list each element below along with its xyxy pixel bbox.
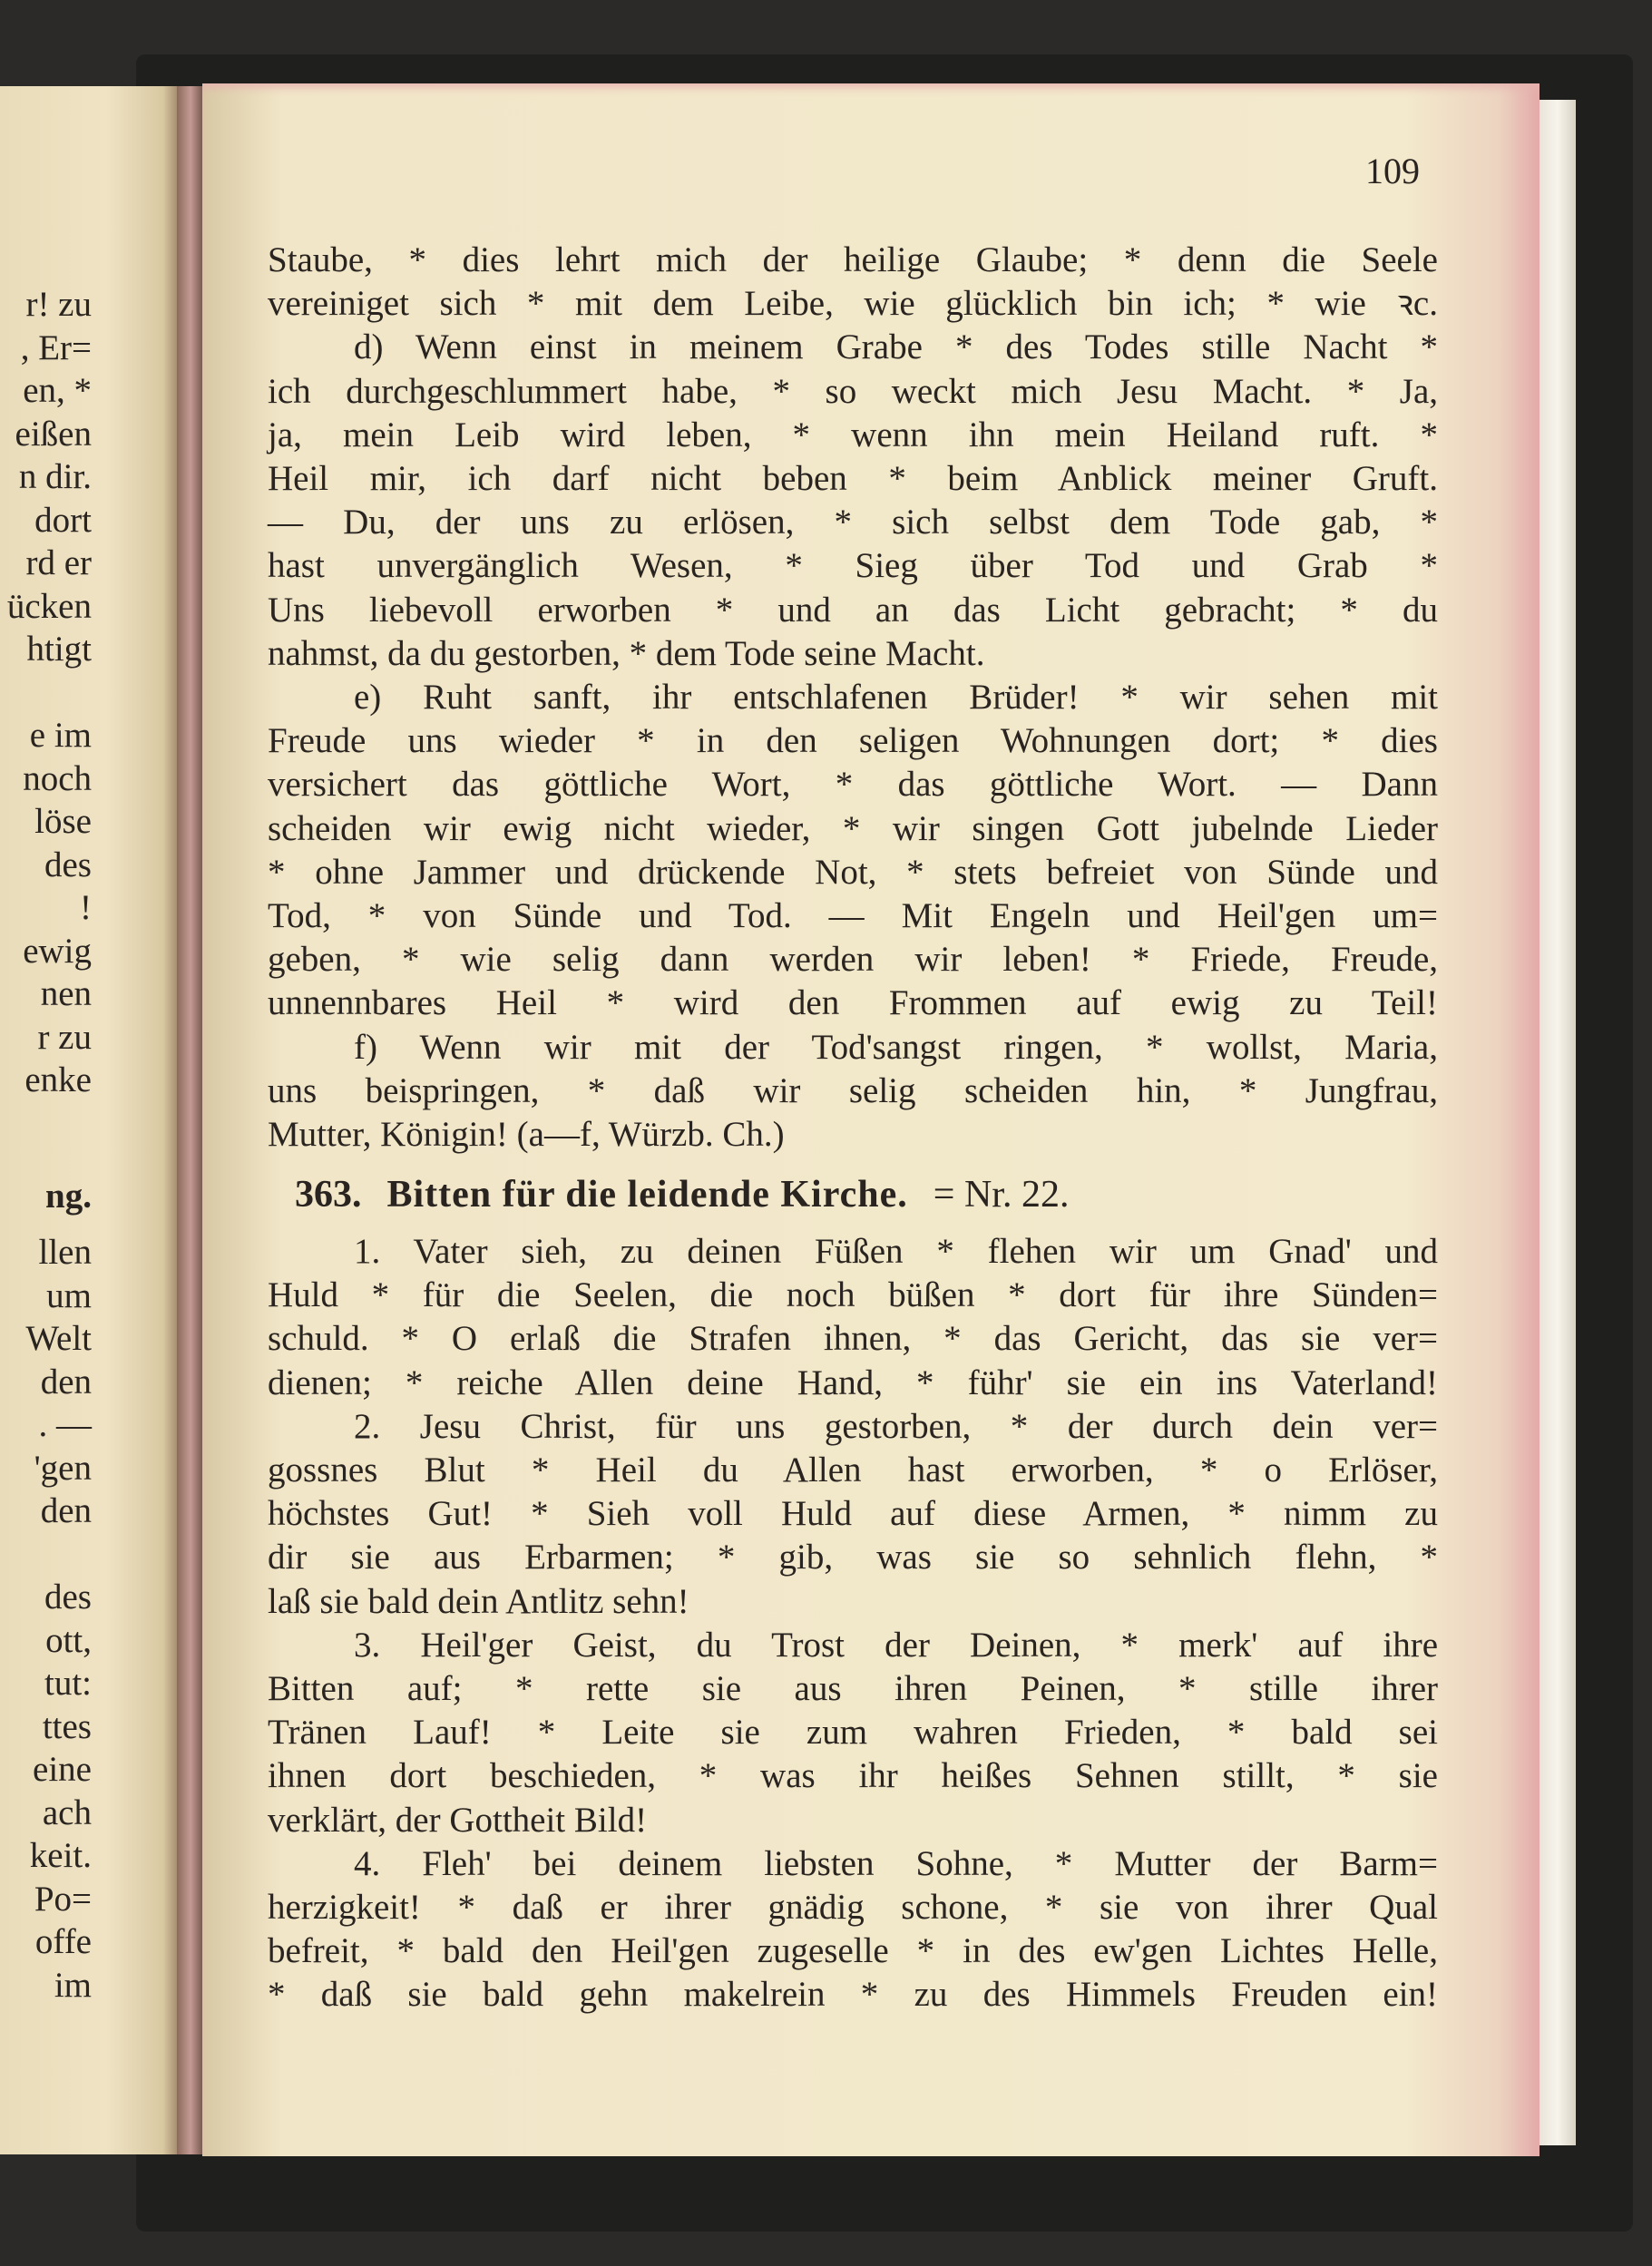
left-page-fragment: löse: [34, 802, 92, 841]
text-line: Bitten auf; * rette sie aus ihren Peinen, * stille ihrer: [268, 1669, 1438, 1708]
text-line: Huld * für die Seelen, die noch büßen * dort für ihre Sünden=: [268, 1275, 1438, 1315]
left-page-fragment: tut:: [44, 1664, 92, 1703]
text-line: hast unvergänglich Wesen, * Sieg über Tod und Grab *: [268, 546, 1438, 586]
left-page-fragment: des: [44, 845, 92, 884]
left-page-fragment: ewig: [23, 931, 92, 971]
text-line: nahmst, da du gestorben, * dem Tode seine Macht.: [268, 633, 985, 673]
left-page-fragment: 'gen: [34, 1448, 92, 1488]
left-page-fragment: noch: [23, 758, 92, 798]
text-line: 2. Jesu Christ, für uns gestorben, * der durch dein ver=: [354, 1406, 1438, 1446]
text-line: Mutter, Königin! (a—f, Würzb. Ch.): [268, 1115, 785, 1154]
left-page-fragment: offe: [34, 1922, 92, 1961]
text-line: * daß sie bald gehn makelrein * zu des Himmels Freuden ein!: [268, 1975, 1438, 2015]
left-page-fragment: im: [54, 1965, 92, 2005]
text-line: versichert das göttliche Wort, * das göttliche Wort. — Dann: [268, 765, 1438, 805]
text-line: schuld. * O erlaß die Strafen ihnen, * das Gericht, das sie ver=: [268, 1319, 1438, 1359]
text-line: Uns liebevoll erworben * und an das Licht gebracht; * du: [268, 590, 1438, 630]
text-line: Tod, * von Sünde und Tod. — Mit Engeln und Heil'gen um=: [268, 896, 1438, 935]
text-line: dir sie aus Erbarmen; * gib, was sie so sehnlich flehn, *: [268, 1538, 1438, 1577]
text-line: ich durchgeschlummert habe, * so weckt mich Jesu Macht. * Ja,: [268, 371, 1438, 411]
left-page-fragment: e im: [29, 716, 92, 755]
left-page-fragment: ach: [42, 1792, 92, 1832]
left-page-fragment: rd er: [25, 543, 92, 582]
text-line: höchstes Gut! * Sieh voll Huld auf diese Armen, * nimm zu: [268, 1494, 1438, 1534]
hymn-title: Bitten für die leidende Kirche.: [386, 1174, 908, 1216]
text-line: f) Wenn wir mit der Tod'sangst ringen, * wollst, Maria,: [354, 1027, 1438, 1067]
text-line: — Du, der uns zu erlösen, * sich selbst dem Tode gab, *: [268, 503, 1438, 542]
text-line: unnennbares Heil * wird den Frommen auf ewig zu Teil!: [268, 983, 1438, 1023]
hymn-heading: [295, 1172, 1402, 1217]
left-page-fragment: . —: [38, 1405, 92, 1444]
text-line: ihnen dort beschieden, * was ihr heißes Sehnen stillt, * sie: [268, 1756, 1438, 1796]
left-page-fragment: r! zu: [25, 285, 92, 324]
text-line: * ohne Jammer und drückende Not, * stets befreiet von Sünde und: [268, 852, 1438, 892]
left-page-fragment: ücken: [6, 586, 92, 626]
text-line: Tränen Lauf! * Leite sie zum wahren Frieden, * bald sei: [268, 1713, 1438, 1753]
text-line: 1. Vater sieh, zu deinen Füßen * flehen wir um Gnad' und: [354, 1232, 1438, 1271]
text-line: Staube, * dies lehrt mich der heilige Glaube; * denn die Seele: [268, 240, 1438, 279]
text-line: laß sie bald dein Antlitz sehn!: [268, 1581, 689, 1621]
left-page-fragment: eißen: [15, 414, 92, 454]
text-line: Heil mir, ich darf nicht beben * beim Anblick meiner Gruft.: [268, 459, 1438, 498]
left-page-fragment: Welt: [25, 1319, 92, 1358]
left-page-fragment: eine: [33, 1750, 92, 1789]
text-line: dienen; * reiche Allen deine Hand, * führ' sie ein ins Vaterland!: [268, 1363, 1438, 1402]
left-page-fragment: ttes: [42, 1706, 92, 1746]
left-page-fragment: nen: [40, 974, 92, 1013]
left-page-fragment: !: [80, 888, 92, 927]
left-page-fragment: enke: [24, 1060, 92, 1099]
text-line: d) Wenn einst in meinem Grabe * des Todes stille Nacht *: [354, 327, 1438, 367]
text-line: herzigkeit! * daß er ihrer gnädig schone, * sie von ihrer Qual: [268, 1888, 1438, 1927]
left-page-fragment: , Er=: [20, 327, 92, 367]
left-page-fragment: en, *: [23, 371, 92, 410]
left-page-fragment: um: [46, 1275, 92, 1315]
left-page-fragment: llen: [38, 1233, 92, 1272]
left-page-fragment: des: [44, 1577, 92, 1616]
text-line: Freude uns wieder * in den seligen Wohnungen dort; * dies: [268, 721, 1438, 761]
left-page-fragment: r zu: [37, 1017, 92, 1057]
text-line: befreit, * bald den Heil'gen zugeselle * in des ew'gen Lichtes Helle,: [268, 1931, 1438, 1971]
page-edges: [1540, 100, 1576, 2145]
text-line: scheiden wir ewig nicht wieder, * wir singen Gott jubelnde Lieder: [268, 808, 1438, 848]
page-number: 109: [1365, 151, 1420, 191]
left-page-fragment: ng.: [45, 1177, 92, 1216]
text-line: geben, * wie selig dann werden wir leben! * Friede, Freude,: [268, 940, 1438, 980]
left-page-fragment: den: [40, 1362, 92, 1402]
left-page-fragment: ott,: [45, 1620, 92, 1660]
hymn-number: 363.: [295, 1174, 362, 1216]
left-page-fragment: Po=: [34, 1879, 92, 1919]
text-line: e) Ruht sanft, ihr entschlafenen Brüder! * wir sehen mit: [354, 678, 1438, 717]
left-page-fragment: dort: [34, 500, 92, 540]
left-page-fragment: keit.: [29, 1836, 92, 1875]
left-page-fragment: htigt: [26, 630, 92, 669]
text-line: gossnes Blut * Heil du Allen hast erworben, * o Erlöser,: [268, 1450, 1438, 1490]
book-gutter: [177, 86, 204, 2154]
text-line: ja, mein Leib wird leben, * wenn ihn mein Heiland ruft. *: [268, 415, 1438, 454]
text-line: 3. Heil'ger Geist, du Trost der Deinen, * merk' auf ihre: [354, 1625, 1438, 1665]
hymn-reference: = Nr. 22.: [933, 1174, 1070, 1216]
left-page-fragment: den: [40, 1491, 92, 1530]
text-line: uns beispringen, * daß wir selig scheiden hin, * Jungfrau,: [268, 1070, 1438, 1110]
left-page-fragment: n dir.: [18, 457, 92, 496]
text-line: 4. Fleh' bei deinem liebsten Sohne, * Mutter der Barm=: [354, 1843, 1438, 1883]
text-line: verklärt, der Gottheit Bild!: [268, 1800, 648, 1840]
text-line: vereiniget sich * mit dem Leibe, wie glücklich bin ich; * wie ꝛc.: [268, 284, 1438, 324]
